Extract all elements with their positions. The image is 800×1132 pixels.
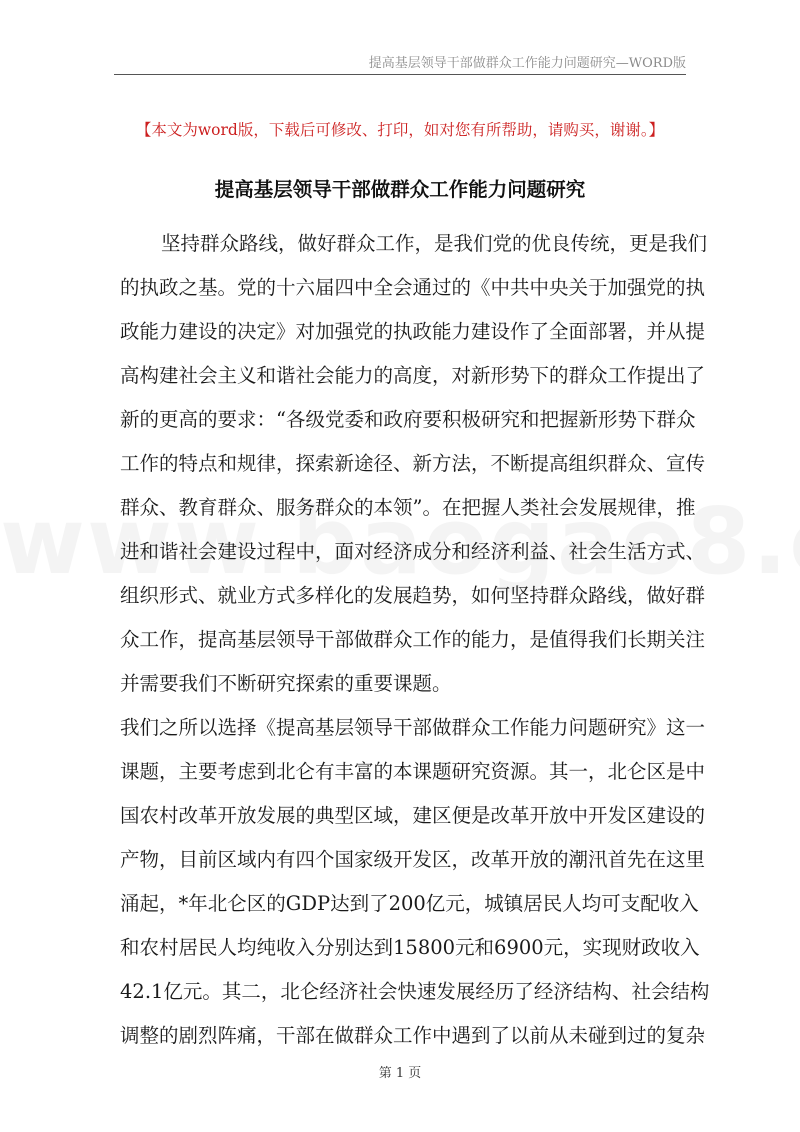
body-line: 高构建社会主义和谐社会能力的高度，对新形势下的群众工作提出了	[120, 364, 706, 387]
body-line: 我们之所以选择《提高基层领导干部做群众工作能力问题研究》这一	[120, 716, 706, 739]
body-line: 42.1亿元。其二，北仑经济社会快速发展经历了经济结构、社会结构	[120, 980, 710, 1003]
body-line: 和农村居民人均纯收入分别达到15800元和6900元，实现财政收入	[120, 936, 700, 959]
body-line: 调整的剧烈阵痛，干部在做群众工作中遇到了以前从未碰到过的复杂	[120, 1024, 706, 1047]
body-line: 工作的特点和规律，探索新途径、新方法，不断提高组织群众、宣传	[120, 452, 706, 475]
body-line: 涌起，*年北仑区的GDP达到了200亿元，城镇居民人均可支配收入	[120, 892, 699, 915]
body-line: 坚持群众路线，做好群众工作，是我们党的优良传统，更是我们	[161, 232, 708, 255]
header-divider	[114, 74, 686, 75]
body-line: 进和谐社会建设过程中，面对经济成分和经济利益、社会生活方式、	[120, 540, 706, 563]
page-number: 第 1 页	[378, 1066, 422, 1081]
body-line: 国农村改革开放发展的典型区域，建区便是改革开放中开发区建设的	[120, 804, 706, 827]
body-line: 并需要我们不断研究探索的重要课题。	[120, 672, 452, 695]
body-line: 群众、教育群众、服务群众的本领”。在把握人类社会发展规律，推	[120, 496, 696, 519]
running-header: 提高基层领导干部做群众工作能力问题研究—WORD版	[368, 56, 686, 71]
body-line: 产物，目前区域内有四个国家级开发区，改革开放的潮汛首先在这里	[120, 848, 706, 871]
body-line: 新的更高的要求：“各级党委和政府要积极研究和把握新形势下群众	[120, 408, 696, 431]
body-line: 政能力建设的决定》对加强党的执政能力建设作了全面部署，并从提	[120, 320, 706, 343]
body-line: 课题，主要考虑到北仑有丰富的本课题研究资源。其一，北仑区是中	[120, 760, 706, 783]
document-title: 提高基层领导干部做群众工作能力问题研究	[214, 178, 586, 201]
body-line: 组织形式、就业方式多样化的发展趋势，如何坚持群众路线，做好群	[120, 584, 706, 607]
body-line: 的执政之基。党的十六届四中全会通过的《中共中央关于加强党的执	[120, 276, 706, 299]
body-line: 众工作，提高基层领导干部做群众工作的能力，是值得我们长期关注	[120, 628, 706, 651]
download-notice: 【本文为word版，下载后可修改、打印，如对您有所帮助，请购买，谢谢。】	[135, 121, 665, 139]
